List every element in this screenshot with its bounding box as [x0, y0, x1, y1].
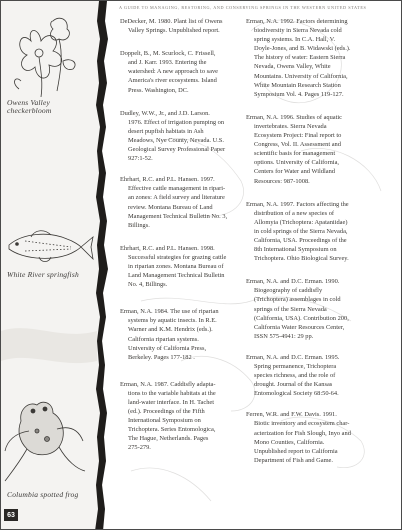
springfish-illustration [9, 231, 93, 262]
illustrations [1, 1, 101, 530]
reference-line: acterization for Fish Slough, Inyo and [254, 429, 351, 437]
reference-line: distribution of a new species of [254, 209, 335, 217]
reference-line: 275-279. [128, 444, 151, 452]
reference-line: Successful strategies for grazing cattle [128, 253, 227, 261]
reference-line: Mono Counties, California. [254, 438, 325, 446]
reference-line: Land Management Technical Bulletin [128, 272, 225, 280]
reference-line: Biotic inventory and ecosystem char- [254, 420, 350, 428]
reference-line: Congress, Vol. II. Assessment and [254, 141, 341, 149]
reference-line: Centers for Water and Wildland [254, 168, 335, 176]
reference-line: Mountains. University of California, [254, 72, 348, 80]
reference-line: in cold springs of the Sierra Nevada, [254, 227, 348, 235]
reference-line: Erman, N.A. and D.C. Erman. 1995. [246, 353, 340, 361]
reference-line: Warner and K.M. Hendrix (eds.). [128, 326, 213, 334]
reference-line: The history of water: Eastern Sierra [254, 54, 346, 62]
reference-line: Management Technical Bulletin No. 3, [128, 212, 228, 220]
reference-entry [246, 113, 396, 186]
reference-line: DeDecker, M. 1980. Plant list of Owens [120, 18, 223, 25]
reference-line: an zones: A field survey and literature [128, 194, 225, 202]
reference-entry [120, 244, 238, 289]
running-head: A GUIDE TO MANAGING, RESTORING, AND CONSERVING SPRINGS IN THE WESTERN UNITED STATES [119, 5, 367, 10]
reference-line: in riparian zones. Montana Bureau of [128, 262, 224, 270]
reference-line: land-water interface. In H. Tachet [128, 399, 215, 406]
reference-line: Doyle-Jones, and B. Widawski (eds.). [254, 45, 351, 53]
reference-entry [246, 410, 396, 465]
reference-line: ISSN 575-4941: 29 pp. [254, 332, 314, 340]
reference-line: Trichoptera. Series Entomologica, [128, 426, 216, 434]
reference-line: California riparian systems. [128, 335, 199, 343]
reference-line: Ferren, W.R. and F.W. Davis. 1991. [246, 411, 337, 419]
reference-line: watershed: A new approach to save [128, 68, 218, 76]
reference-line: Trichoptera. Ohio Biological Survey. [254, 255, 349, 263]
caption-frog: Columbia spotted frog [7, 490, 79, 499]
reference-entry [120, 17, 238, 35]
reference-line: tions to the variable habitats at the [128, 389, 216, 397]
reference-line: Allomyia (Trichoptera: Apataniidae) [254, 218, 348, 226]
reference-line: Dudley, W.W., Jr., and J.D. Larson. [120, 109, 210, 117]
reference-line: springs of the Sierra Nevada [254, 305, 327, 313]
reference-line: (ed.). Proceedings of the Fifth [128, 408, 205, 416]
reference-line: Nevada, Owens Valley, White [254, 63, 331, 71]
reference-line: scientific basis for management [254, 150, 336, 158]
reference-line: Erman, N.A. 1992. Factors determining [246, 18, 348, 25]
reference-line: 1976. Effect of irrigation pumping on [128, 118, 225, 126]
reference-line: Unpublished report to California [254, 447, 338, 455]
reference-line: Valley Springs. Unpublished report. [128, 27, 220, 35]
reference-line: California Water Resources Center, [254, 323, 345, 331]
checkerbloom-illustration [15, 18, 76, 97]
reference-line: Erman, N.A. 1984. The use of riparian [120, 308, 219, 316]
reference-line: No. 4, Billings. [128, 281, 168, 289]
reference-line: Ecosystem Project: Final report to [254, 132, 342, 140]
illustration-strip [1, 1, 103, 530]
reference-line: Spring permanence, Trichoptera [254, 363, 337, 370]
reference-line: systems by aquatic insects. In R.E. [128, 317, 217, 325]
reference-line: Meadows, Nye County, Nevada. U.S. [128, 136, 224, 144]
reference-line: and J. Karr. 1993. Entering the [128, 59, 207, 67]
reference-line: Entomological Society 68:50-64. [254, 390, 339, 398]
reference-line: 927:1-52. [128, 155, 153, 163]
reference-line: Symposium Vol. 4. Pages 119-127. [254, 90, 344, 98]
reference-line: invertebrates. Sierra Nevada [254, 122, 327, 130]
reference-line: Resources: 987-1008. [254, 177, 310, 185]
reference-line: Erman, N.A. 1996. Studies of aquatic [246, 113, 343, 121]
reference-entry [120, 109, 238, 164]
reference-line: species richness, and the role of [254, 372, 336, 380]
caption-springfish: White River springfish [7, 270, 79, 279]
reference-line: Erman, N.A. and D.C. Erman. 1990. [246, 278, 340, 286]
reference-line: Erman, N.A. 1987. Caddisfly adapta- [120, 380, 216, 388]
reference-line: Effective cattle management in ripari- [128, 185, 226, 193]
reference-line: review. Montana Bureau of Land [128, 203, 213, 211]
reference-line: Ehrhart, R.C. and P.L. Hansen. 1997. [120, 176, 215, 184]
page-number: 63 [4, 509, 18, 521]
references-column-right [246, 17, 396, 465]
reference-entry [120, 175, 238, 230]
reference-line: Ehrhart, R.C. and P.L. Hansen. 1998. [120, 244, 215, 252]
reference-line: California, USA. Proceedings of the [254, 236, 347, 244]
reference-line: desert pupfish habitats in Ash [128, 127, 204, 135]
reference-line: Geological Survey Professional Paper [128, 146, 226, 154]
reference-entry [246, 200, 396, 264]
reference-entry [120, 380, 238, 453]
reference-line: Erman, N.A. 1997. Factors affecting the [246, 200, 349, 208]
reference-line: (California, USA). Contribution 200, [254, 314, 349, 322]
caption-checkerbloom: Owens Valley checkerbloom [7, 98, 52, 115]
reference-line: 8th International Symposium on [254, 246, 337, 254]
reference-line: Berkeley. Pages 177-182 . [128, 353, 195, 361]
references-column-left [120, 17, 238, 453]
reference-line: spring systems. In C.A. Hall, V. [254, 36, 336, 44]
reference-line: Press. Washington, DC. [128, 86, 189, 94]
reference-entry [246, 277, 396, 341]
reference-entry [246, 353, 396, 398]
reference-line: Department of Fish and Game. [254, 456, 333, 464]
reference-line: White Mountain Research Station [254, 81, 341, 89]
reference-entry [246, 17, 396, 99]
reference-line: University of California Press, [128, 344, 207, 352]
frog-illustration [5, 402, 85, 481]
reference-line: International Symposium on [128, 417, 201, 425]
reference-line: Biogeography of caddisfly [254, 287, 323, 295]
reference-line: America's river ecosystems. Island [128, 77, 217, 85]
reference-entry [120, 307, 238, 362]
reference-line: biodiversity in Sierra Nevada cold [254, 27, 342, 35]
reference-line: (Trichoptera) assemblages in cold [254, 296, 341, 304]
reference-line: drought. Journal of the Kansas [254, 381, 333, 389]
reference-line: Billings. [128, 221, 150, 229]
reference-entry [120, 49, 238, 94]
reference-line: The Hague, Netherlands. Pages [128, 435, 209, 443]
reference-line: Doppelt, B., M. Scurlock, C. Frissell, [120, 50, 216, 58]
reference-line: options. University of California, [254, 159, 340, 167]
